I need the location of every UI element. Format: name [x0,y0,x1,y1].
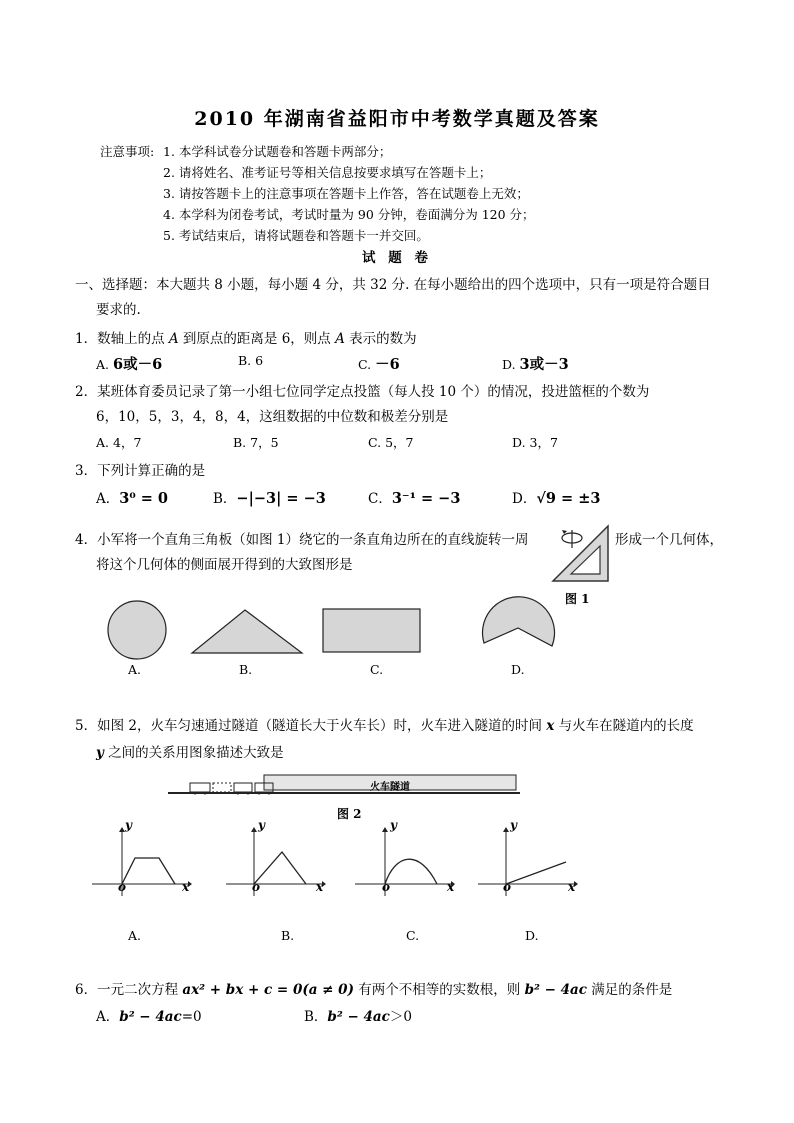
q2-stem: 2．某班体育委员记录了第一小组七位同学定点投篮（每人投 10 个）的情况，投进篮框的个数为 [75,384,650,400]
graph-d[interactable] [478,818,578,898]
q5-option-a-label: A. [128,928,142,943]
q2-option-c[interactable]: C. 5，7 [368,435,414,450]
q4-stem: 4．小军将一个直角三角板（如图 1）绕它的一条直角边所在的直线旋转一周 [75,532,529,548]
q1-option-a[interactable]: A. 6或－6 [96,356,163,373]
q3-option-b[interactable]: B．−|−3| = −3 [213,490,326,507]
q3-option-c[interactable]: C．3⁻¹ = −3 [368,490,461,507]
q5-option-c-label: C. [406,928,420,943]
graph-d-x-label: x [568,880,576,894]
q5-stem-cont: y 之间的关系用图象描述大致是 [96,745,284,761]
q6-stem: 6．一元二次方程 ax² + bx + c = 0(a ≠ 0) 有两个不相等的实数根，则 b² − 4ac 满足的条件是 [75,982,673,998]
q4-option-c-label: C. [370,662,384,677]
graph-b-y-label: y [258,818,265,832]
notice-item: 4. 本学科为闭卷考试，考试时量为 90 分钟，卷面满分为 120 分； [163,207,535,222]
tunnel-label: 火车隧道 [370,782,410,793]
page-title: 2010 年湖南省益阳市中考数学真题及答案 [194,108,600,130]
q2-option-b[interactable]: B. 7，5 [233,435,279,450]
graph-a-y-label: y [125,818,132,832]
graph-c[interactable] [355,818,455,898]
q4-option-b-label: B. [239,662,253,677]
notice-item: 3. 请按答题卡上的注意事项在答题卡上作答，答在试题卷上无效； [163,186,529,201]
q6-option-a[interactable]: A．b² − 4ac=0 [96,1009,202,1025]
option-a-circle-shape[interactable] [105,600,171,660]
graph-c-origin: o [382,880,391,894]
q5-option-d-label: D. [525,928,539,943]
q4-option-a-label: A. [128,662,142,677]
q2-option-a[interactable]: A. 4，7 [96,435,142,450]
graph-a[interactable] [92,818,192,898]
section-header: 试 题 卷 [362,250,432,266]
q3-stem: 3．下列计算正确的是 [75,463,206,479]
option-b-triangle-shape[interactable] [190,607,305,655]
q5-stem: 5．如图 2，火车匀速通过隧道（隧道长大于火车长）时，火车进入隧道的时间 x 与火车在隧道内的长度 [75,718,694,734]
part-intro-cont: 要求的. [96,302,141,318]
figure-1-caption: 图 1 [565,592,590,606]
notice-label: 注意事项: [100,144,155,159]
q4-option-d-label: D. [511,662,525,677]
graph-d-origin: o [503,880,512,894]
graph-b-origin: o [252,880,261,894]
graph-b[interactable] [226,818,326,898]
figure-2-caption: 图 2 [337,807,362,821]
graph-c-y-label: y [390,818,397,832]
graph-a-x-label: x [182,880,190,894]
notice-item: 1. 本学科试卷分试题卷和答题卡两部分； [163,144,392,159]
part-intro: 一、选择题：本大题共 8 小题，每小题 4 分，共 32 分. 在每小题给出的四个选项中，只有一项是符合题目 [75,277,711,293]
q2-stem-cont: 6，10，5，3，4，8，4，这组数据的中位数和极差分别是 [96,409,449,425]
q3-option-a[interactable]: A．3⁰ = 0 [96,490,169,507]
graph-b-x-label: x [316,880,324,894]
train-tunnel-figure [168,772,520,798]
option-d-sector-shape[interactable] [478,598,560,664]
q4-stem-tail: 形成一个几何体， [615,532,723,548]
q2-option-d[interactable]: D. 3，7 [512,435,558,450]
q4-stem-cont: 将这个几何体的侧面展开得到的大致图形是 [96,557,353,573]
notice-item: 5. 考试结束后，请将试题卷和答题卡一并交回。 [163,228,429,243]
q5-option-b-label: B. [281,928,295,943]
q1-option-b[interactable]: B. 6 [238,353,264,368]
q1-option-d[interactable]: D. 3或－3 [502,356,569,373]
notice-item: 2. 请将姓名、准考证号等相关信息按要求填写在答题卡上； [163,165,492,180]
graph-c-x-label: x [447,880,455,894]
q1-stem: 1．数轴上的点 A 到原点的距离是 6，则点 A 表示的数为 [75,331,417,347]
q3-option-d[interactable]: D．√9 = ±3 [512,490,601,507]
q6-option-b[interactable]: B．b² − 4ac＞0 [304,1009,412,1025]
graph-d-y-label: y [510,818,517,832]
graph-a-origin: o [118,880,127,894]
set-square-figure [548,524,613,584]
option-c-rectangle-shape[interactable] [322,608,422,654]
q1-option-c[interactable]: C. －6 [358,356,400,373]
